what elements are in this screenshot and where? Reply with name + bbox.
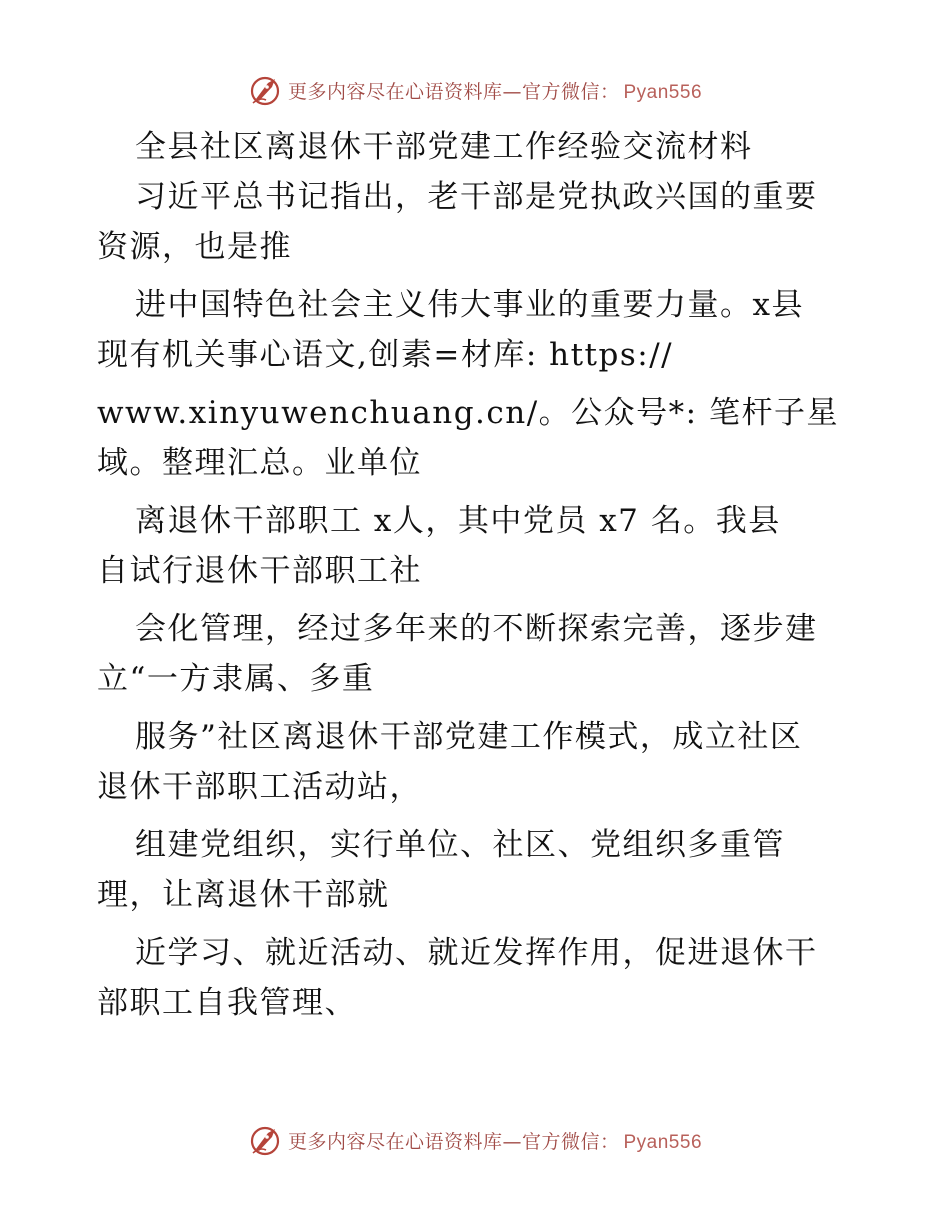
footer-official-text: 官方微信： — [521, 1130, 620, 1153]
document-body — [97, 124, 887, 1026]
paragraph-line: 域。整理汇总。业单位 — [97, 445, 422, 481]
document-title: 全县社区离退休干部党建工作经验交流材料 — [135, 129, 753, 165]
header-brand-text: 更多内容尽在心语资料库 — [287, 80, 503, 103]
paragraph-line: 资源，也是推 — [97, 229, 292, 265]
footer-wechat-id: Pyan556 — [623, 1131, 703, 1153]
footer-brand-text: 更多内容尽在心语资料库 — [287, 1130, 503, 1153]
footer-separator: — — [502, 1130, 522, 1153]
header-separator: — — [502, 80, 522, 103]
paragraph-line: 近学习、就近活动、就近发挥作用，促进退休干 — [135, 935, 818, 971]
paragraph-line: 自试行退休干部职工社 — [97, 553, 422, 589]
paragraph-line: 习近平总书记指出，老干部是党执政兴国的重要 — [135, 179, 818, 215]
header-banner-text — [288, 77, 702, 104]
footer-banner-text — [288, 1127, 702, 1154]
paragraph-line: 现有机关事心语文,创素=材库: https:// — [97, 337, 674, 373]
paragraph-line: www.xinyuwenchuang.cn/。公众号*: 笔杆子星 — [97, 395, 839, 431]
header-banner — [0, 70, 950, 110]
pen-nib-circle-icon — [248, 1123, 282, 1157]
paragraph-line: 服务”社区离退休干部党建工作模式，成立社区 — [135, 719, 803, 755]
paragraph-line: 组建党组织，实行单位、社区、党组织多重管 — [135, 827, 785, 863]
paragraph-line: 进中国特色社会主义伟大事业的重要力量。x县 — [135, 287, 804, 323]
paragraph-line: 部职工自我管理、 — [97, 985, 357, 1021]
header-official-text: 官方微信： — [521, 80, 620, 103]
header-wechat-id: Pyan556 — [623, 81, 703, 103]
paragraph-line: 理，让离退休干部就 — [97, 877, 390, 913]
paragraph-line: 离退休干部职工 x人，其中党员 x7 名。我县 — [135, 503, 781, 539]
paragraph-line: 会化管理，经过多年来的不断探索完善，逐步建 — [135, 611, 818, 647]
paragraph-line: 退休干部职工活动站， — [97, 769, 422, 805]
footer-banner — [0, 1120, 950, 1160]
pen-nib-circle-icon — [248, 73, 282, 107]
paragraph-line: 立“一方隶属、多重 — [97, 661, 375, 697]
